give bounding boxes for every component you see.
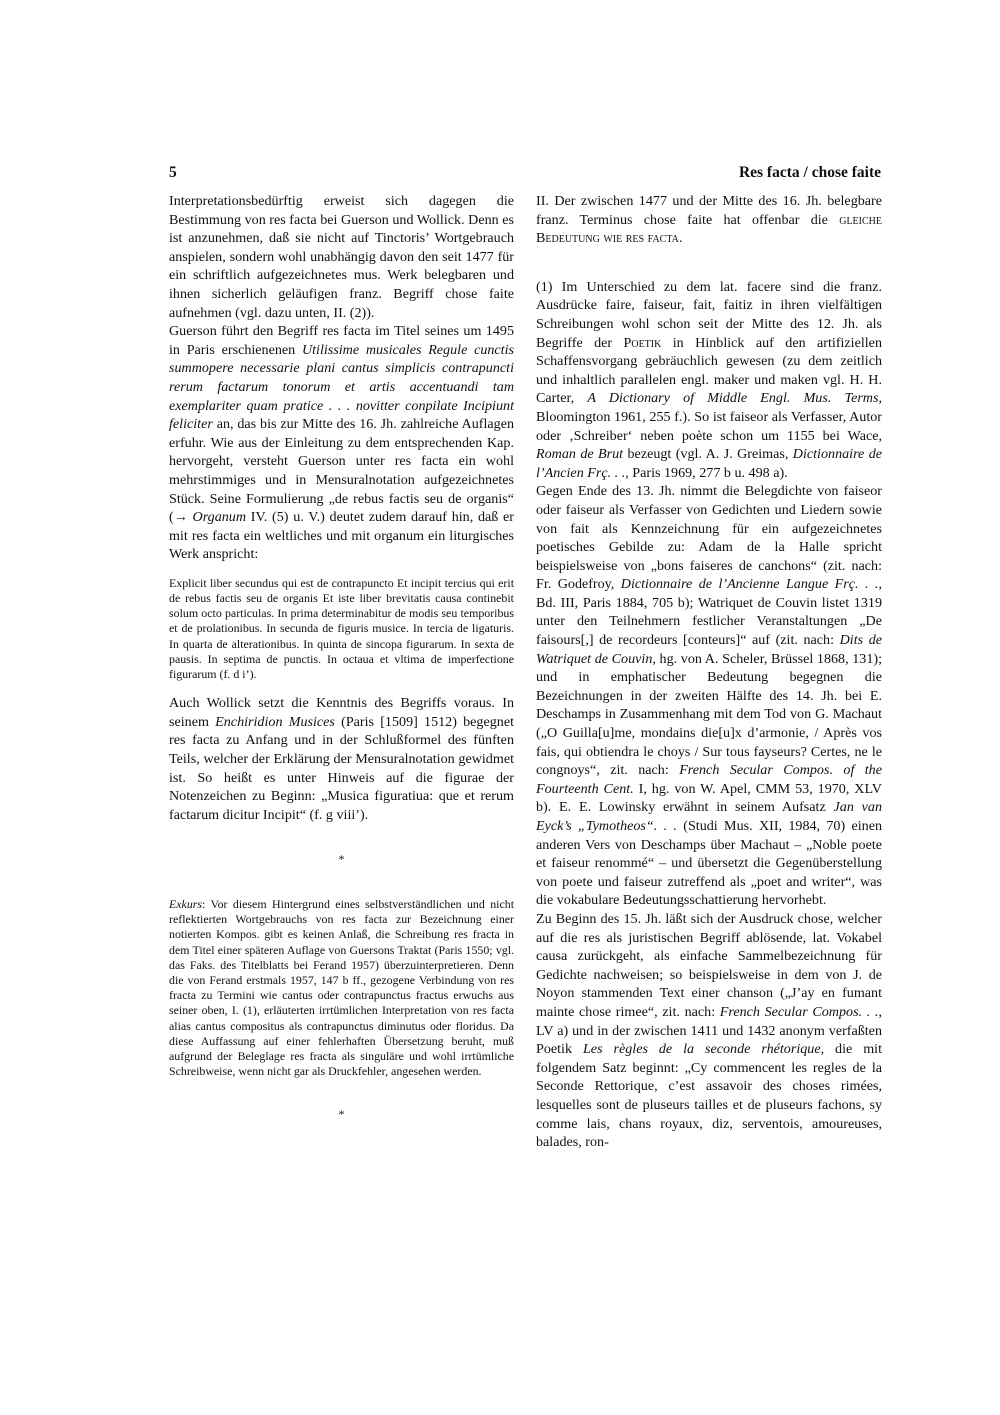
latin-quote: Explicit liber secundus qui est de contrapuncto Et incipit tercius qui erit de rebus factis seu de organis Et iste liber brevitatis causa continebit solum octo particulas. In prima determinabitur de modis seu temporibus et de prolationibus. In secunda de figuris musice. In tercia de ligaturis. In quarta de alterationibus. In quinta de sincopa figurarum. In sexta de pausis. In septima de punctis. In octaua et vltima de imperfectione figurarum (f. d i’).: [169, 575, 514, 682]
paragraph: (1) Im Unterschied zu dem lat. facere sind die franz. Ausdrücke faire, faiseur, fait, faitiz in ihren vielfältigen Schreibungen wohl schon seit der Mitte des 12. Jh. als Begriffe der Poetik in Hinblick auf den artifiziellen Schaffensvorgang gebräuchlich gewesen (zu dem zeitlich und inhaltlich parallelen engl. maker und maken vgl. H. H. Carter, A Dictionary of Middle Engl. Mus. Terms, Bloomington 1961, 255 f.). So ist faiseor als Verfasser, Autor oder ‚Schreiber‘ neben poète schon um 1155 bei Wace, Roman de Brut bezeugt (vgl. A. J. Greimas, Dictionnaire de l’Ancien Frç. . ., Paris 1969, 277 b u. 498 a).: [536, 278, 883, 481]
exkurs-note: Exkurs: Vor diesem Hintergrund eines selbstverständlichen und nicht reflektierten Wortgebrauchs von res facta zur Bezeichnung einer notierten Kompos. gibt es keinen Anlaß, die Schreibung res fracta in dem Titel einer späteren Auflage von Guersons Traktat (Paris 1550; vgl. das Faks. des Titelblatts bei Ferand 1957) überzuinterpretieren. Denn die von Ferand erstmals 1957, 147 b ff., gezogene Verbindung von res fracta zu Termini wie cantus oder contrapunctus fractus erwuchs aus seiner oben, I. (1), erläuterten irrtümlichen Interpretation von res facta alias cantus compositus als contrapunctus diminutus oder floridus. Da diese Auffassung auf einer fehlerhaften Übersetzung beruht, muß aufgrund der Beleglage res fracta als singuläre und wohl irrtümliche Schreibweise, wenn nicht gar als Druckfehler, angesehen werden.: [169, 897, 514, 1079]
section-separator: *: [338, 852, 345, 867]
paragraph: Guerson führt den Begriff res facta im Titel seines um 1495 in Paris erschienenen Utilissime musicales Regule cunctis summopere necessarie plani cantus simplicis contrapuncti rerum factarum tonorum et artis accentuandi tam exemplariter quam pratice . . . novitter conpilate Incipiunt feliciter an, das bis zur Mitte des 16. Jh. zahlreiche Auflagen erfuhr. Wie aus der Einleitung zu dem entsprechenden Kap. hervorgeht, versteht Guerson unter res facta ein wohl mehrstimmiges und in Mensuralnotation aufgezeichnetes Stück. Seine Formulierung „de rebus factis seu de organis“ (→ Organum IV. (5) u. V.) deutet zudem darauf hin, daß er mit res facta ein weltliches und mit organum ein liturgisches Werk anspricht:: [169, 323, 514, 563]
section-separator: *: [338, 1107, 345, 1122]
paragraph: Interpretationsbedürftig erweist sich dagegen die Bestimmung von res facta bei Guerson und Wollick. Denn es ist anzunehmen, daß sie nicht auf Tinctoris’ Wortgebrauch anspielen, sondern wohl unabhängig davon den seit 1477 für ein schriftlich aufgezeichnetes mus. Werk belegbaren und ihnen sicherlich geläufigen franz. Begriff chose faite aufnehmen (vgl. dazu unten, II. (2)).: [169, 193, 514, 321]
running-head: Res facta / chose faite: [738, 164, 881, 181]
right-column: [536, 192, 882, 1152]
paragraph: II. Der zwischen 1477 und der Mitte des 16. Jh. belegbare franz. Terminus chose faite hat offenbar die gleiche Bedeutung wie res facta.: [536, 193, 882, 247]
paragraph: Zu Beginn des 15. Jh. läßt sich der Ausdruck chose, welcher auf die res als juristischen Begriff ablösende, lat. Vokabel causa zurückgeht, als einfache Sammelbezeichnung für Gedichte nachweisen; so beispielsweise in dem von J. de Noyon stammenden Text einer chanson („J’ay en fumant mainte chose rimee“, zit. nach: French Secular Compos. . ., LV a) und in der zwischen 1411 und 1432 anonym verfaßten Poetik Les règles de la seconde rhétorique, die mit folgendem Satz beginnt: „Cy commencent les regles de la Seconde Rettorique, c’est assavoir des choses rimées, lesquelles sont de pluseurs tailles et de pluseurs fachons, sy comme lais, chans royaux, diz, serventois, amoureuses, balades, ron-: [536, 910, 883, 1151]
paragraph: Gegen Ende des 13. Jh. nimmt die Belegdichte von faiseor oder faiseur als Verfasser von Gedichten und Liedern sowie von fait als Kennzeichnung für ein aufgezeichnetes poetisches Gebilde zu: Adam de la Halle spricht beispielsweise von „bons faiseres de canchons“ (zit. nach: Fr. Godefroy, Dictionnaire de l’Ancienne Langue Frç. . ., Bd. III, Paris 1884, 705 b); Watriquet de Couvin listet 1319 unter den Teilnehmern festlicher Veranstaltungen „De faisours[,] de recordeurs [conteurs]“ auf (zit. nach: Dits de Watriquet de Couvin, hg. von A. Scheler, Brüssel 1868, 131); und in emphatischer Bedeutung begegnen die Bezeichnungen in der zweiten Hälfte des 14. Jh. bei E. Deschamps in Zusammenhang mit dem Tod von G. Machaut („O Guilla[u]me, mondains die[u]x d’armonie, / Après vos fais, qui obtiendra le choys / Sur tous fayseurs? Certes, ne le congnoys“, zit. nach: French Secular Compos. of the Fourteenth Cent. I, hg. von W. Apel, CMM 53, 1970, XLV b). E. E. Lowinsky erwähnt in seinem Aufsatz Jan van Eyck’s „Tymotheos“. . . (Studi Mus. XII, 1984, 70) einen anderen Vers von Deschamps über Machaut – „Noble poete et faiseur renommé“ – und übersetzt die Gegenüberstellung von poete und faiseur zutreffend als „poet and writer“, was die vokabulare Bedeutungsschattierung hervorhebt.: [536, 483, 882, 909]
page-number: 5: [169, 164, 177, 181]
paragraph: Auch Wollick setzt die Kenntnis des Begriffs voraus. In seinem Enchiridion Musices (Paris [1509] 1512) begegnet res facta zu Anfang und in der Schlußformel des fünften Teils, welcher der Erklärung der Mensuralnotation gewidmet ist. So heißt es unter Hinweis auf die figurae der Notenzeichen zu Beginn: „Musica figuratiua: que et rerum factarum dicitur Incipit“ (f. g viii’).: [169, 695, 514, 823]
left-column: [169, 192, 514, 1152]
